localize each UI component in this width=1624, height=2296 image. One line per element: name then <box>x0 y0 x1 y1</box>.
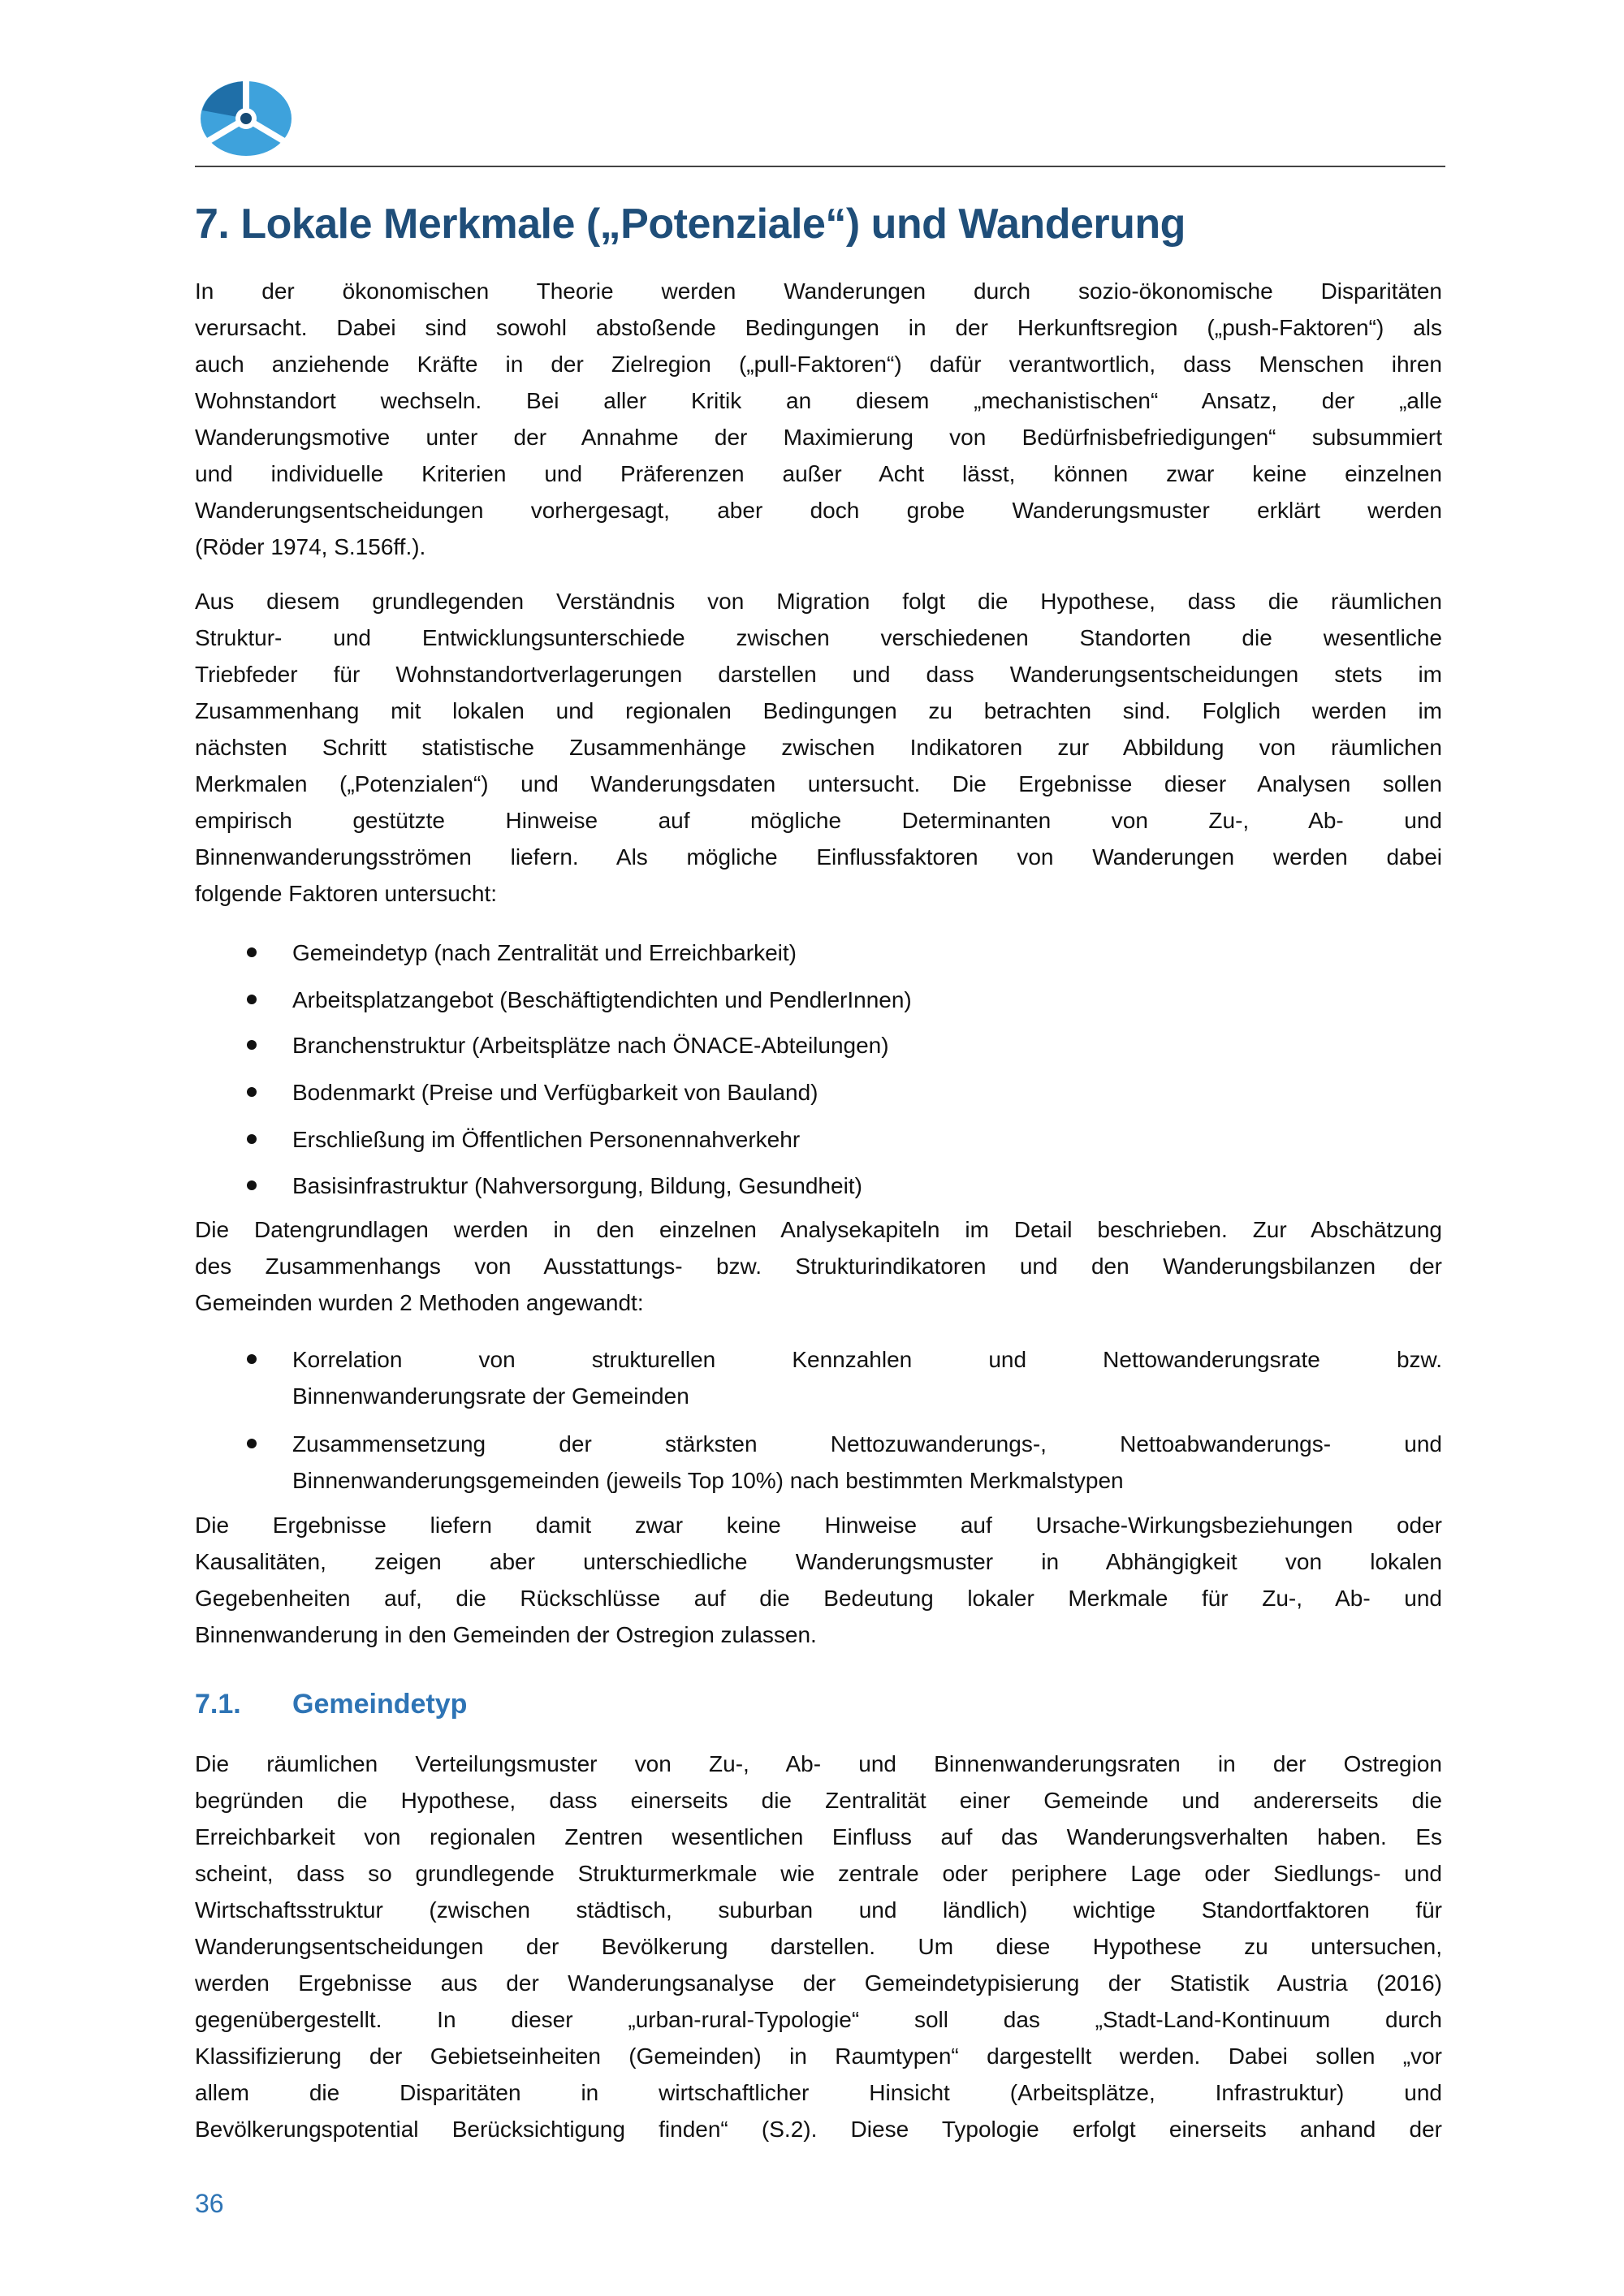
text-line: Erreichbarkeit von regionalen Zentren wesentlichen Einfluss auf das Wanderungsverhalten haben. Es <box>195 1824 1442 1849</box>
text-line: Die räumlichen Verteilungsmuster von Zu-, Ab- und Binnenwanderungsraten in der Ostregion <box>195 1751 1442 1776</box>
text-line: scheint, dass so grundlegende Strukturmerkmale wie zentrale oder periphere Lage oder Siedlungs- und <box>195 1861 1442 1886</box>
text-line: Wanderungsmotive unter der Annahme der Maximierung von Bedürfnisbefriedigungen“ subsummiert <box>195 425 1442 450</box>
text-line: Struktur- und Entwicklungsunterschiede zwischen verschiedenen Standorten die wesentliche <box>195 625 1442 650</box>
text-line: In der ökonomischen Theorie werden Wanderungen durch sozio-ökonomische Disparitäten <box>195 278 1442 304</box>
text-line: Triebfeder für Wohnstandortverlagerungen darstellen und dass Wanderungsentscheidungen stets im <box>195 662 1442 687</box>
header-rule <box>195 166 1445 167</box>
text-line: Binnenwanderungsrate der Gemeinden <box>292 1383 689 1409</box>
paragraph <box>195 1211 1442 1321</box>
bullet-text <box>292 1121 1442 1158</box>
bullet-text <box>292 982 1442 1018</box>
bullet-icon <box>247 1354 257 1364</box>
bullet-icon <box>247 1439 257 1448</box>
bullet-text <box>292 1027 1442 1064</box>
bullet-icon <box>247 1040 257 1050</box>
bullet-icon <box>247 1134 257 1144</box>
text-line: Die Ergebnisse liefern damit zwar keine Hinweise auf Ursache-Wirkungsbeziehungen oder <box>195 1513 1442 1538</box>
text-line: Aus diesem grundlegenden Verständnis von Migration folgt die Hypothese, dass die räumlichen <box>195 589 1442 614</box>
logo-icon <box>198 78 294 159</box>
bullet-icon <box>247 1087 257 1097</box>
text-line: des Zusammenhangs von Ausstattungs- bzw. Strukturindikatoren und den Wanderungsbilanzen der <box>195 1254 1442 1279</box>
text-line: Gemeindetyp (nach Zentralität und Erreichbarkeit) <box>292 940 797 965</box>
bullet-text <box>292 1167 1442 1204</box>
bullet-icon <box>247 995 257 1004</box>
text-line: Korrelation von strukturellen Kennzahlen und Nettowanderungsrate bzw. <box>292 1347 1442 1372</box>
text-line: Bevölkerungspotential Berücksichtigung finden“ (S.2). Diese Typologie erfolgt einerseits anhand der <box>195 2117 1442 2142</box>
text-line: Kausalitäten, zeigen aber unterschiedliche Wanderungsmuster in Abhängigkeit von lokalen <box>195 1549 1442 1574</box>
text-line: (Röder 1974, S.156ff.). <box>195 534 426 559</box>
text-line: Klassifizierung der Gebietseinheiten (Gemeinden) in Raumtypen“ dargestellt werden. Dabei sollen „vor <box>195 2044 1442 2069</box>
text-line: auch anziehende Kräfte in der Zielregion („pull-Faktoren“) dafür verantwortlich, dass Menschen ihren <box>195 352 1442 377</box>
text-line: Wanderungsentscheidungen der Bevölkerung darstellen. Um diese Hypothese zu untersuchen, <box>195 1934 1442 1959</box>
text-line: Zusammensetzung der stärksten Nettozuwanderungs-, Nettoabwanderungs- und <box>292 1431 1442 1457</box>
bullet-icon <box>247 947 257 957</box>
section-number: 7.1. <box>195 1689 241 1720</box>
text-line: Binnenwanderungsgemeinden (jeweils Top 10%) nach bestimmten Merkmalstypen <box>292 1468 1124 1493</box>
text-line: Binnenwanderung in den Gemeinden der Ostregion zulassen. <box>195 1622 817 1647</box>
text-line: Binnenwanderungsströmen liefern. Als mögliche Einflussfaktoren von Wanderungen werden dabei <box>195 844 1442 870</box>
text-line: allem die Disparitäten in wirtschaftlicher Hinsicht (Arbeitsplätze, Infrastruktur) und <box>195 2080 1442 2105</box>
text-line: Branchenstruktur (Arbeitsplätze nach ÖNACE-Abteilungen) <box>292 1033 889 1058</box>
text-line: folgende Faktoren untersucht: <box>195 881 498 906</box>
paragraph <box>195 583 1442 912</box>
text-line: Erschließung im Öffentlichen Personennahverkehr <box>292 1127 801 1152</box>
text-line: Wohnstandort wechseln. Bei aller Kritik an diesem „mechanistischen“ Ansatz, der „alle <box>195 388 1442 413</box>
text-line: Merkmalen („Potenzialen“) und Wanderungsdaten untersucht. Die Ergebnisse dieser Analysen sollen <box>195 771 1442 796</box>
text-line: Zusammenhang mit lokalen und regionalen Bedingungen zu betrachten sind. Folglich werden im <box>195 698 1442 723</box>
text-line: verursacht. Dabei sind sowohl abstoßende Bedingungen in der Herkunftsregion („push-Faktoren“) als <box>195 315 1442 340</box>
paragraph <box>195 1746 1442 2147</box>
text-line: Gemeinden wurden 2 Methoden angewandt: <box>195 1290 644 1315</box>
text-line: empirisch gestützte Hinweise auf mögliche Determinanten von Zu-, Ab- und <box>195 808 1442 833</box>
text-line: Basisinfrastruktur (Nahversorgung, Bildung, Gesundheit) <box>292 1173 862 1198</box>
bullet-text <box>292 1341 1442 1414</box>
text-line: Wanderungsentscheidungen vorhergesagt, aber doch grobe Wanderungsmuster erklärt werden <box>195 498 1442 523</box>
text-line: Die Datengrundlagen werden in den einzelnen Analysekapiteln im Detail beschrieben. Zur Abschätzung <box>195 1217 1442 1242</box>
chapter-heading: 7. Lokale Merkmale („Potenziale“) und Wanderung <box>195 201 1186 248</box>
text-line: und individuelle Kriterien und Präferenzen außer Acht lässt, können zwar keine einzelnen <box>195 461 1442 486</box>
text-line: Wirtschaftsstruktur (zwischen städtisch, suburban und ländlich) wichtige Standortfaktoren für <box>195 1897 1442 1923</box>
paragraph <box>195 1507 1442 1653</box>
text-line: begründen die Hypothese, dass einerseits die Zentralität einer Gemeinde und andererseits die <box>195 1788 1442 1813</box>
text-line: Bodenmarkt (Preise und Verfügbarkeit von Bauland) <box>292 1080 818 1105</box>
bullet-text <box>292 1426 1442 1499</box>
bullet-text <box>292 934 1442 971</box>
text-line: werden Ergebnisse aus der Wanderungsanalyse der Gemeindetypisierung der Statistik Austria (2016) <box>195 1970 1442 1996</box>
section-heading: Gemeindetyp <box>292 1689 468 1720</box>
text-line: nächsten Schritt statistische Zusammenhänge zwischen Indikatoren zur Abbildung von räumlichen <box>195 735 1442 760</box>
text-line: Arbeitsplatzangebot (Beschäftigtendichten und PendlerInnen) <box>292 987 912 1012</box>
text-line: Gegebenheiten auf, die Rückschlüsse auf die Bedeutung lokaler Merkmale für Zu-, Ab- und <box>195 1586 1442 1611</box>
page-number: 36 <box>195 2189 224 2218</box>
bullet-text <box>292 1074 1442 1111</box>
text-line: gegenübergestellt. In dieser „urban-rural-Typologie“ soll das „Stadt-Land-Kontinuum durch <box>195 2007 1442 2032</box>
paragraph <box>195 273 1442 565</box>
bullet-icon <box>247 1180 257 1190</box>
